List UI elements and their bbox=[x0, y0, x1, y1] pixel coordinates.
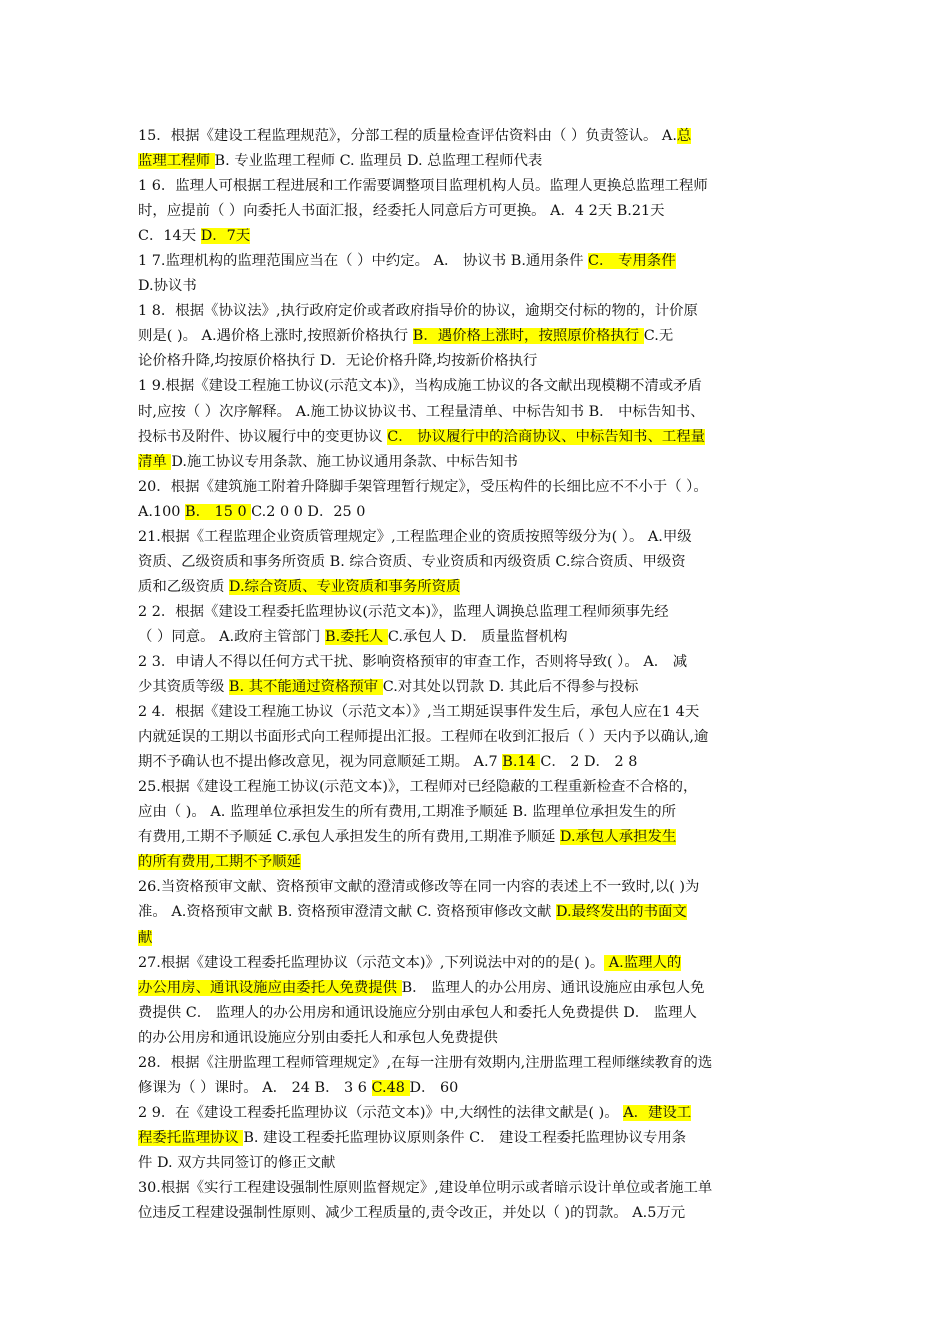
text-run: 2 4．根据《建设工程施工协议（示范文本）》,当工期延误事件发生后，承包人应在1 4天 bbox=[138, 704, 700, 721]
text-run: 的办公用房和通讯设施应分别由委托人和承包人免费提供 bbox=[138, 1029, 498, 1046]
document-page bbox=[138, 124, 814, 1226]
text-run: C． 2 D． 2 8 bbox=[540, 754, 638, 771]
text-run: 26.当资格预审文献、资格预审文献的澄清或修改等在同一内容的表述上不一致时,以( )为 bbox=[138, 879, 700, 896]
highlighted-answer: B．遇价格上涨时，按照原价格执行 bbox=[412, 328, 644, 345]
text-run: 准。 A.资格预审文献 B. 资格预审澄清文献 C. 资格预审修改文献 bbox=[138, 904, 557, 921]
text-line bbox=[138, 976, 814, 1001]
highlighted-answer: D.综合资质、专业资质和事务所资质 bbox=[228, 578, 461, 595]
text-run: D.施工协议专用条款、施工协议通用条款、中标告知书 bbox=[171, 453, 518, 470]
text-line bbox=[138, 550, 814, 575]
highlighted-answer: 总 bbox=[676, 128, 692, 144]
text-run: 30.根据《实行工程建设强制性原则监督规定》,建设单位明示或者暗示设计单位或者施工单 bbox=[138, 1179, 713, 1196]
text-line bbox=[138, 124, 814, 149]
text-line bbox=[138, 850, 814, 875]
text-line bbox=[138, 775, 814, 800]
text-line bbox=[138, 425, 814, 450]
text-line bbox=[138, 675, 814, 700]
text-line bbox=[138, 1026, 814, 1051]
text-line bbox=[138, 825, 814, 850]
text-run: 则是( )。 A.遇价格上涨时,按照新价格执行 bbox=[138, 328, 413, 345]
text-line bbox=[138, 1176, 814, 1201]
text-line bbox=[138, 224, 814, 249]
highlighted-answer: B.委托人 bbox=[325, 628, 388, 645]
text-line bbox=[138, 400, 814, 425]
text-run: 1 7.监理机构的监理范围应当在（ ）中约定。 A． 协议书 B.通用条件 bbox=[138, 253, 589, 270]
highlighted-answer: B． 15 0 bbox=[185, 503, 252, 520]
text-run: 位违反工程建设强制性原则、减少工程质量的,责令改正，并处以（ )的罚款。 A.5万元 bbox=[138, 1205, 686, 1222]
text-line bbox=[138, 951, 814, 976]
text-run: C.对其处以罚款 D. 其此后不得参与投标 bbox=[382, 679, 639, 696]
text-run: 21.根据《工程监理企业资质管理规定》,工程监理企业的资质按照等级分为( ）。 A.甲级 bbox=[138, 528, 692, 545]
text-line bbox=[138, 900, 814, 925]
text-run: 27.根据《建设工程委托监理协议（示范文本)》,下列说法中对的的是( )。 bbox=[138, 954, 605, 971]
text-run: C．14天 bbox=[138, 228, 201, 245]
highlighted-answer: D.最终发出的书面文 bbox=[556, 904, 687, 921]
text-run: C.承包人 D． 质量监督机构 bbox=[387, 628, 568, 645]
highlighted-answer: 办公用房、通讯设施应由委托人免费提供 bbox=[138, 979, 402, 996]
text-line bbox=[138, 600, 814, 625]
text-run: 20．根据《建筑施工附着升降脚手架管理暂行规定》，受压构件的长细比应不不小于（ ）。 bbox=[138, 478, 708, 495]
text-line bbox=[138, 625, 814, 650]
text-run: 1 9.根据《建设工程施工协议(示范文本)》，当构成施工协议的各文献出现模糊不清或矛盾 bbox=[138, 378, 702, 395]
text-line bbox=[138, 174, 814, 199]
text-run: 1 6．监理人可根据工程进展和工作需要调整项目监理机构人员。监理人更换总监理工程师 bbox=[138, 178, 708, 195]
text-run: 2 9．在《建设工程委托监理协议（示范文本)》中,大纲性的法律文献是( )。 bbox=[138, 1104, 624, 1121]
text-line bbox=[138, 1126, 814, 1151]
text-run: 内就延误的工期以书面形式向工程师提出汇报。工程师在收到汇报后（ ）天内予以确认,逾 bbox=[138, 729, 709, 746]
text-line bbox=[138, 1001, 814, 1026]
text-line bbox=[138, 875, 814, 900]
text-line bbox=[138, 249, 814, 274]
text-run: D． 60 bbox=[409, 1079, 459, 1096]
text-run: 少其资质等级 bbox=[138, 679, 229, 696]
text-run: 资质、乙级资质和事务所资质 B. 综合资质、专业资质和丙级资质 C.综合资质、甲级资 bbox=[138, 553, 686, 570]
highlighted-answer: 监理工程师 bbox=[138, 153, 215, 170]
text-line bbox=[138, 1101, 814, 1126]
text-run: D.协议书 bbox=[138, 278, 197, 295]
text-line bbox=[138, 725, 814, 750]
highlighted-answer: A.监理人的 bbox=[604, 954, 682, 971]
text-line bbox=[138, 1201, 814, 1226]
text-run: 2 3．申请人不得以任何方式干扰、影响资格预审的审查工作，否则将导致( ）。 A． 减 bbox=[138, 653, 688, 670]
text-run: C.2 0 0 D．25 0 bbox=[251, 503, 366, 520]
text-line bbox=[138, 650, 814, 675]
text-run: 时,应按（ ）次序解释。 A.施工协议协议书、工程量清单、中标告知书 B． 中标告知书、 bbox=[138, 403, 705, 420]
highlighted-answer: B. 其不能通过资格预审 bbox=[228, 679, 383, 696]
text-run: 1 8．根据《协议法》,执行政府定价或者政府指导价的协议，逾期交付标的物的，计价原 bbox=[138, 303, 698, 320]
text-run: 15．根据《建设工程监理规范》，分部工程的质量检查评估资料由（ ）负责签认。 A. bbox=[138, 128, 677, 144]
text-line bbox=[138, 199, 814, 224]
text-line bbox=[138, 349, 814, 374]
highlighted-answer: 程委托监理协议 bbox=[138, 1129, 244, 1146]
text-run: 修课为（ ）课时。 A． 24 B． 3 6 bbox=[138, 1079, 372, 1096]
text-run: A.100 bbox=[138, 503, 186, 520]
text-run: （ ）同意。 A.政府主管部门 bbox=[138, 628, 325, 645]
text-line bbox=[138, 450, 814, 475]
highlighted-answer: 清单 bbox=[138, 453, 172, 470]
text-run: B. 建设工程委托监理协议原则条件 C． 建设工程委托监理协议专用条 bbox=[243, 1129, 687, 1146]
text-line bbox=[138, 299, 814, 324]
highlighted-answer: B.14 bbox=[502, 754, 541, 771]
text-line bbox=[138, 475, 814, 500]
text-run: C.无 bbox=[643, 328, 674, 345]
text-line bbox=[138, 800, 814, 825]
text-run: 件 D. 双方共同签订的修正文献 bbox=[138, 1154, 336, 1171]
text-line bbox=[138, 1151, 814, 1176]
text-run: 期不予确认也不提出修改意见，视为同意顺延工期。 A.7 bbox=[138, 754, 503, 771]
text-run: 有费用,工期不予顺延 C.承包人承担发生的所有费用,工期准予顺延 bbox=[138, 829, 560, 846]
text-line bbox=[138, 324, 814, 349]
highlighted-answer: D.承包人承担发生 bbox=[559, 829, 677, 846]
text-run: 应由（ )。 A. 监理单位承担发生的所有费用,工期准予顺延 B. 监理单位承担发生的所 bbox=[138, 804, 677, 821]
text-run: 28．根据《注册监理工程师管理规定》,在每一注册有效期内,注册监理工程师继续教育的选 bbox=[138, 1054, 713, 1071]
highlighted-answer: C． 专用条件 bbox=[588, 253, 676, 270]
text-line bbox=[138, 374, 814, 399]
highlighted-answer: 的所有费用,工期不予顺延 bbox=[138, 854, 301, 871]
highlighted-answer: D．7天 bbox=[200, 228, 251, 245]
text-line bbox=[138, 525, 814, 550]
text-run: 投标书及附件、协议履行中的变更协议 bbox=[138, 428, 388, 445]
highlighted-answer: A．建设工 bbox=[623, 1104, 692, 1121]
text-run: 费提供 C． 监理人的办公用房和通讯设施应分别由承包人和委托人免费提供 D． 监理人 bbox=[138, 1004, 697, 1021]
text-run: 时，应提前（ ）向委托人书面汇报，经委托人同意后方可更换。 A．4 2天 B.21天 bbox=[138, 203, 665, 220]
text-line bbox=[138, 149, 814, 174]
text-run: B． 监理人的办公用房、通讯设施应由承包人免 bbox=[401, 979, 705, 996]
text-line bbox=[138, 1051, 814, 1076]
text-run: 质和乙级资质 bbox=[138, 578, 229, 595]
text-line bbox=[138, 500, 814, 525]
text-line bbox=[138, 926, 814, 951]
text-line bbox=[138, 575, 814, 600]
text-line bbox=[138, 274, 814, 299]
highlighted-answer: C.48 bbox=[371, 1079, 410, 1096]
text-line bbox=[138, 700, 814, 725]
text-line bbox=[138, 750, 814, 775]
text-run: 2 2．根据《建设工程委托监理协议(示范文本)》，监理人调换总监理工程师须事先经 bbox=[138, 603, 669, 620]
text-run: 论价格升降,均按原价格执行 D．无论价格升降,均按新价格执行 bbox=[138, 353, 538, 370]
text-run: 25.根据《建设工程施工协议(示范文本)》，工程师对已经隐蔽的工程重新检查不合格的， bbox=[138, 779, 698, 796]
text-run: B. 专业监理工程师 C. 监理员 D. 总监理工程师代表 bbox=[214, 153, 543, 170]
highlighted-answer: C． 协议履行中的洽商协议、中标告知书、工程量 bbox=[387, 428, 706, 445]
highlighted-answer: 献 bbox=[138, 929, 153, 946]
text-line bbox=[138, 1076, 814, 1101]
